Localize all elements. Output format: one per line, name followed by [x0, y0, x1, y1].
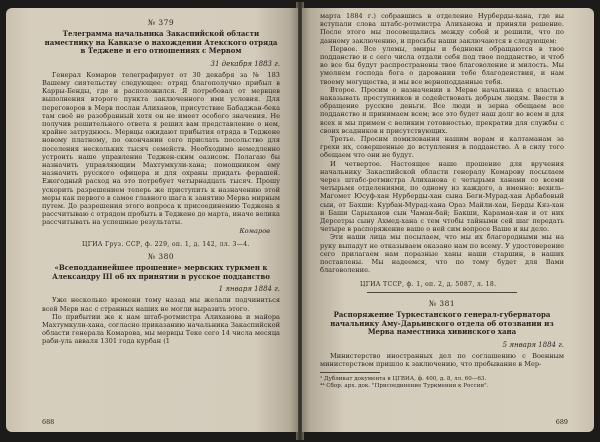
paragraph: Второе. Просим о назначении в Мерве начальника с властью наказывать преступников и содействовать добрым людям. Ввести в обращение русские деньги. Все люди и зерна обещаем все подданство и принимаем всем; все это будет наш долг во всем и для всех и мы примем с великим готовностью, прекратив для службы с своих всадников и присутствующих.: [320, 85, 564, 135]
right-page: [302, 8, 594, 432]
left-page: [6, 8, 298, 432]
paragraph: По прибытии же к нам штаб-ротмистра Алиханова и майора Махтумкули-хана, согласно приказанию начальника Закаспийской области генерала Комарова, мы мервцы Теке сего 14 числа месяца раби-уль авваля 1301 года курбан (1: [42, 312, 280, 346]
archive-source: ЦГИА Груз. ССР, ф. 229, оп. 1, д. 142, лл. 3—4.: [82, 240, 250, 248]
footnote: ¹ Дубликат документа в ЦГВИА, ф. 400, д. 8, лл. 60—63.: [320, 376, 487, 383]
doc-date: 1 января 1884 г.: [218, 285, 280, 294]
paragraph: Первое. Все улемы, эмиры и беднюки обращаются в твое подданство и с сего числа отдали себя под твое подданство, и чтоб во все бы будут распространены твое благоволение и милость. Мы умоляем господа бога о даровании тебе благоденствия, и нам твоему могущества, и мы все верноподданные тебя.: [320, 44, 564, 86]
doc-number: № 380: [147, 252, 175, 262]
doc-number: № 381: [428, 299, 456, 309]
footnote: ⁴⁴ Сбор. арх. док. "Присоединение Туркмении к России".: [320, 383, 489, 390]
open-book: [4, 2, 596, 440]
doc-title: Распоряжение Туркестанского генерал-губернатора начальнику Аму-Дарьинского отдела об отозвании из Мерва наместника хивинского хана: [330, 310, 554, 337]
doc-title: «Всеподданнейшее прошение» мервских туркмен к Александру III об их принятии в русское подданство: [52, 263, 270, 281]
divider: [367, 292, 517, 293]
paragraph: Генерал Комаров телеграфирует от 30 декабря за № 183 Вашему сиятельству следующее: отряд благополучно прибыл в Карры-Бенды, где и расположился. Я потребовал от мервцев выполнения второго пункта заключенного ими условия. Для переговоров в Мерв послан Алиханов, присутствие Бабаджан-бека там своё не разобранный хотя он не имеет особого значения. Не получив решительного ответа я решил вам представление о нем, крайне затруднюсь. Мервцы ожидают прибытия отряда в Теджене новому платному, по окончании сего прислать посольство для поселения нескольких тысяч семейств. Необходимо немедленно устроить наше управление Теджен-ским оазисом. Полагаю бы назначить управляющим Махтумкули-хана; помощником ему назначить русского офицера и для охраны придать ферашей. Ежегодный расход на это потребует четырнадцать тысяч. Прошу ускорить разрешением теперь же приступить к назначению этой меры как первого в самое главного шага к занятию Мерва мирным путем. До разрешения этого вопроса к присоединению Теджена я рассчитываю с отрядом пробыть в Теджене до марта, иначе велика рассчитывать на успешные результаты.: [42, 70, 280, 227]
archive-source: ЦГИА ТССР, ф. 1, оп. 2, д. 5087, л. 18.: [360, 280, 497, 288]
footnote-rule: [320, 372, 380, 373]
paragraph: Министерство иностранных дел по соглашению с Военным министерством пришло к заключению, что пребывание в Мер-: [320, 351, 564, 369]
doc-title: Телеграмма начальника Закаспийской области наместнику на Кавказе о нахождении Атекского отряда в Теджене и его отношениях с Мервом: [44, 29, 278, 56]
paragraph: Уже несколько времени тому назад мы желали подчиниться всей Мерв нас с странных наших не могли выразить этого.: [42, 296, 280, 313]
signature: Комаров: [239, 226, 270, 235]
doc-date: 5 января 1884 г.: [502, 340, 564, 349]
page-number: 688: [42, 418, 55, 426]
doc-number: № 379: [147, 18, 175, 27]
page-number: 689: [555, 418, 568, 426]
paragraph: марта 1884 г.) собравшись в отделение Нурберды-хана, где вы вступали слова штабс-ротмистра Алиханова и приняли решение. После этого мы посовещались между собой и решили, что по данному заключению, и просьбы наши заключаются в следующем:: [320, 12, 564, 45]
doc-date: 31 декабря 1883 г.: [210, 59, 280, 68]
paragraph: Эти наши лица мы посылаем, что мы их благородными мы на руку выпадут не отказываем оказано нам по всему. У удостоверение сего прилагаем нам поразные ханы наши старшин, в наших поставлены. Мы надеемся, что по тому будет для Вами благоволение.: [320, 233, 564, 275]
paragraph: Третье. Просим помилования нашим ворам и калтаманам за грехи их, совершенные до вступления в подданство. А в силу того обещаем что они не будут.: [320, 135, 564, 160]
paragraph: И четвертое. Настоящее наше прошение для вручения начальнику Закаспийской области генералу Комарову посылаем через штабс-ротмистра Алиханова с четырьмя ханами со всеми четырьмя отделениями, по одному из каждого, а именно: вехиль-Магомет Юсуф-хан Нурберды-хан сына Беги-Мурад-хан Арбабовый сын, от Бахши: Курбан-Мурад-хана Ораз Майли-хан, Берды Кяз-хан и Баши Сарыханов сын Чаман-бай; Бакши, Караман-хан и от них Дерсетры сыну Ахмед-хана с тем чтобы тайными сей шаг передать четыре в распоряжение ваше о ней сим вопросе Ваше и вы дело.: [320, 159, 564, 234]
